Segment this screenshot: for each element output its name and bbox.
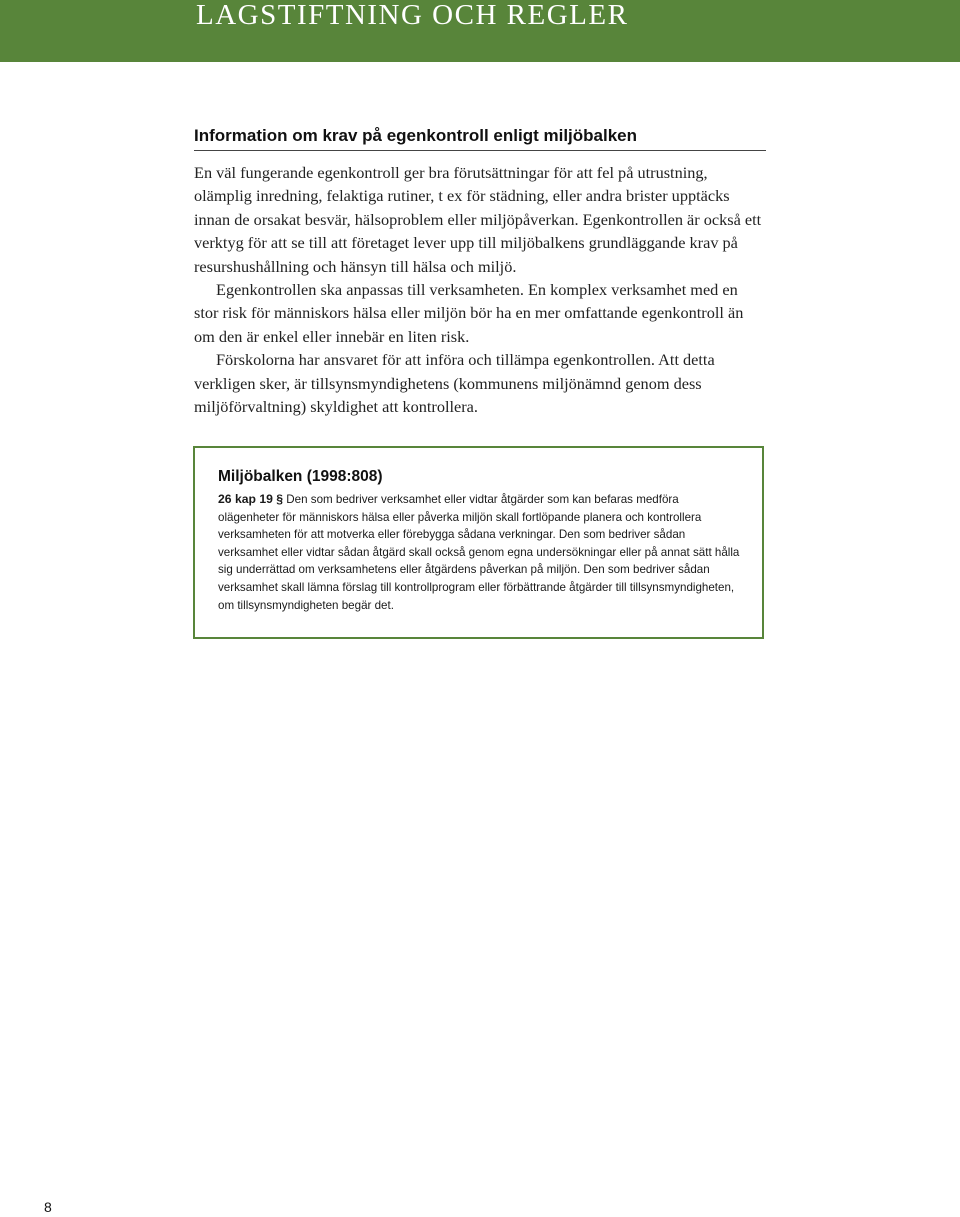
body-paragraph: Förskolorna har ansvaret för att införa och tillämpa egenkontrollen. Att detta verkligen sker, är tillsynsmyndighetens (kommunens miljönämnd genom dess miljöförvaltning) skyldighet att kontrollera. <box>194 350 715 417</box>
law-body: Den som bedriver verksamhet eller vidtar åtgärder som kan befaras medföra olägenheter för människors hälsa eller påverka miljön skall fortlöpande planera och kontrollera verksamheten för att motverka eller förebygga sådana verkningar. Den som bedriver sådan verksamhet eller vidtar sådan åtgärd skall också genom egna undersökningar eller på annat sätt hålla sig underrättad om verksamhetens eller åtgärdens påverkan på miljön. Den som bedriver sådan verksamhet skall lämna förslag till kontrollprogram eller förbättrande åtgärder till tillsynsmyndigheten, om tillsynsmyndigheten begär det. <box>218 493 740 612</box>
body-paragraph: En väl fungerande egenkontroll ger bra förutsättningar för att fel på utrustning, olämplig inredning, felaktiga rutiner, t ex för städning, eller andra brister upptäcks innan de orsakat besvär, hälsoproblem eller miljöpåverkan. Egenkontrollen är också ett verktyg för att se till att företaget lever upp till miljöbalkens grundläggande krav på resurshushållning och hänsyn till hälsa och miljö. <box>194 163 762 276</box>
body-paragraph: Egenkontrollen ska anpassas till verksamheten. En komplex verksamhet med en stor risk för människors hälsa eller miljön bör ha en mer omfattande egenkontroll än om den är enkel eller innebär en liten risk. <box>194 280 744 346</box>
law-reference: 26 kap 19 § <box>218 492 284 506</box>
page-number: 8 <box>44 1199 52 1215</box>
body-text <box>194 161 764 418</box>
law-box-title: Miljöbalken (1998:808) <box>218 468 383 485</box>
section-title: Information om krav på egenkontroll enligt miljöbalken <box>194 126 766 151</box>
header-band <box>0 0 960 62</box>
law-box-text <box>218 491 740 614</box>
page-header-title: LAGSTIFTNING OCH REGLER <box>196 0 629 31</box>
header-accent-rule <box>946 60 960 62</box>
law-quote-box <box>193 446 764 639</box>
